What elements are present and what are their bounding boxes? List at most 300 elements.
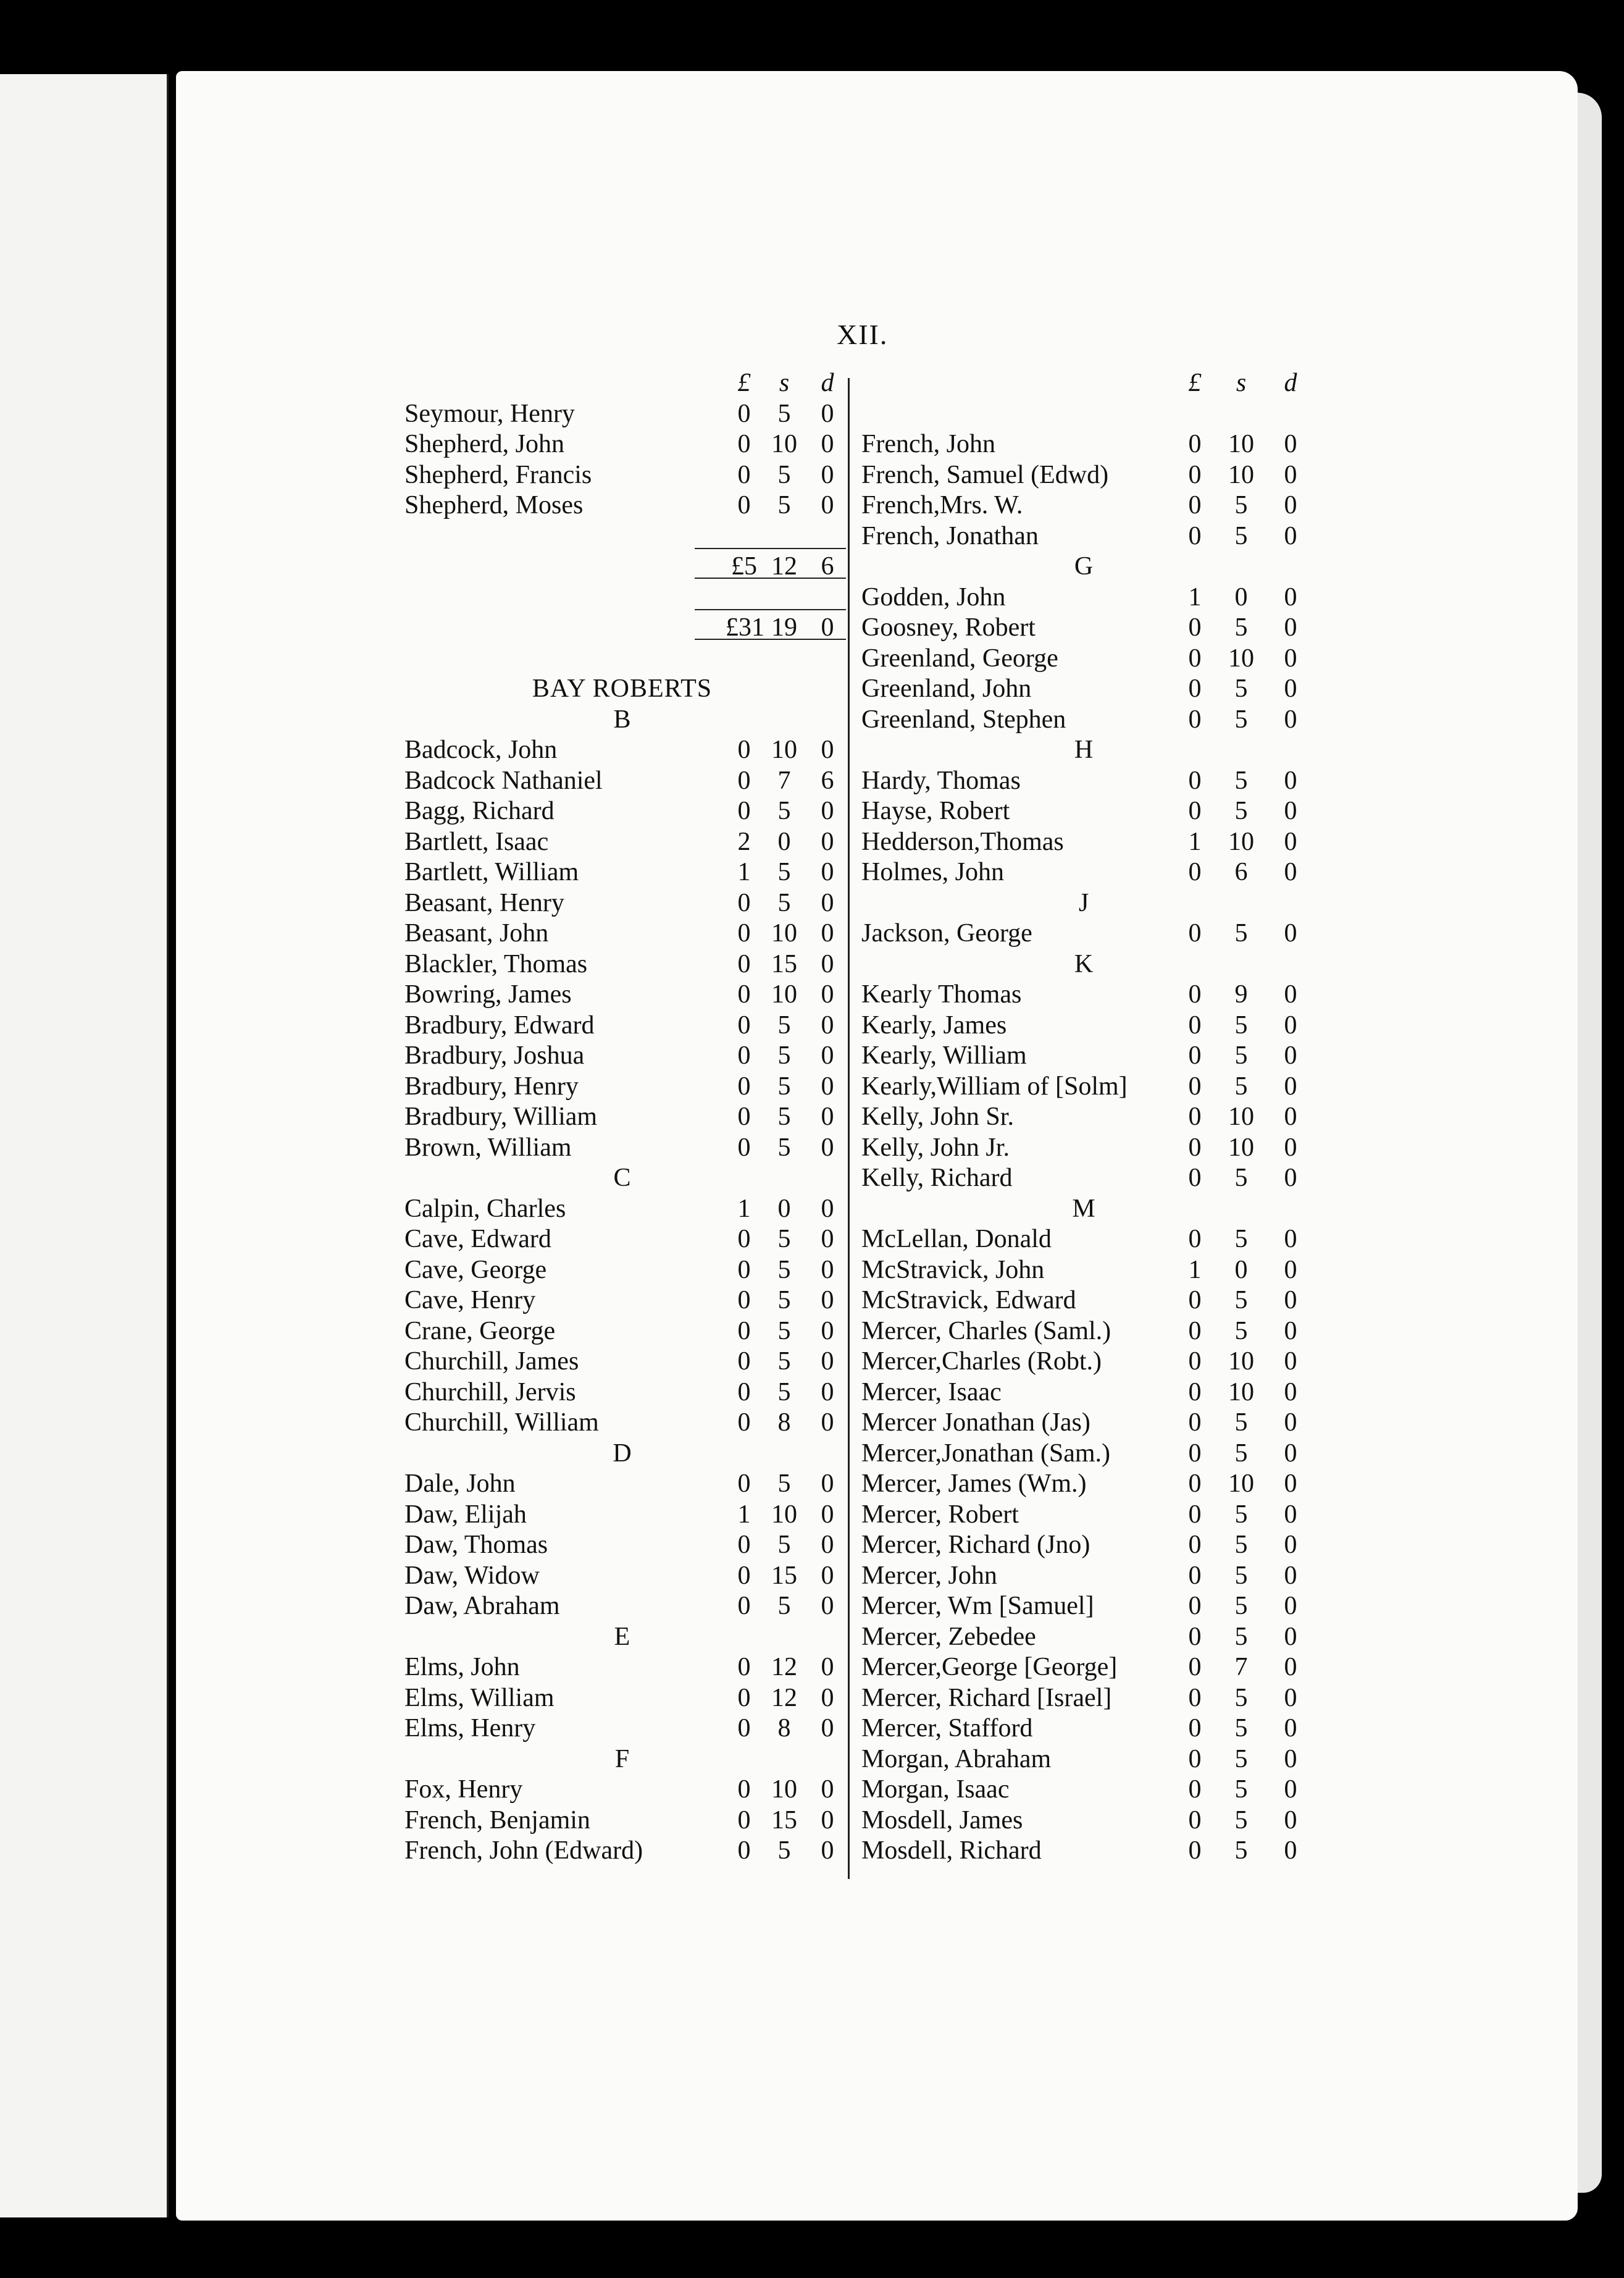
- subscriber-row: [861, 1557, 1306, 1588]
- shillings-value: 5: [1234, 1072, 1248, 1101]
- subscriber-row: [861, 1832, 1306, 1863]
- shillings-value: 5: [1234, 1316, 1248, 1345]
- pounds-value: 0: [1188, 1714, 1202, 1742]
- pounds-value: 0: [737, 1805, 751, 1835]
- shillings-value: 5: [777, 1347, 791, 1376]
- subscriber-row: [404, 792, 840, 823]
- shillings-value: 19: [771, 613, 797, 642]
- pounds-header: £: [737, 369, 751, 397]
- subscriber-row: [404, 456, 840, 487]
- pence-value: 0: [1284, 1439, 1297, 1468]
- alphabet-heading: [861, 548, 1306, 579]
- pence-value: 0: [1284, 1103, 1297, 1131]
- pounds-value: 0: [737, 797, 751, 825]
- subscriber-row: [861, 1404, 1306, 1435]
- subscriber-name: Mercer, Robert: [861, 1500, 1019, 1529]
- shillings-value: 5: [777, 888, 791, 917]
- subscriber-row: [861, 456, 1306, 487]
- currency-header: [861, 364, 1306, 395]
- subscriber-name: Mercer,Jonathan (Sam.): [861, 1439, 1110, 1468]
- subscriber-row: [404, 1221, 840, 1251]
- pence-value: 0: [821, 1531, 834, 1559]
- pounds-value: 2: [737, 827, 751, 856]
- pence-value: 0: [1284, 705, 1297, 734]
- subscriber-name: Brown, William: [404, 1133, 572, 1162]
- pounds-value: 0: [737, 1408, 751, 1437]
- pence-header: d: [1284, 369, 1297, 397]
- shillings-value: 5: [1234, 766, 1248, 795]
- pence-value: 0: [821, 1011, 834, 1040]
- shillings-value: 10: [771, 1500, 797, 1529]
- shillings-value: 12: [771, 1683, 797, 1712]
- subscriber-name: Mercer, James (Wm.): [861, 1469, 1087, 1498]
- shillings-value: 5: [777, 1225, 791, 1253]
- subscriber-name: Mercer, Zebedee: [861, 1622, 1036, 1651]
- pounds-value: 0: [737, 1133, 751, 1162]
- pence-value: 0: [1284, 613, 1297, 642]
- subscriber-row: [861, 426, 1306, 456]
- pounds-value: 0: [737, 430, 751, 458]
- subscriber-row: [861, 1068, 1306, 1099]
- pounds-value: 0: [1188, 460, 1202, 489]
- subscriber-name: Bartlett, Isaac: [404, 827, 549, 856]
- subscriber-name: Morgan, Abraham: [861, 1744, 1052, 1773]
- subscriber-row: [404, 823, 840, 854]
- subscriber-name: Mercer, Isaac: [861, 1377, 1002, 1406]
- subscriber-row: [404, 395, 840, 426]
- subscriber-name: Bowring, James: [404, 980, 572, 1009]
- subscriber-name: Kearly, William: [861, 1041, 1027, 1070]
- subscriber-name: French,Mrs. W.: [861, 491, 1023, 519]
- subscriber-name: McStravick, John: [861, 1255, 1045, 1284]
- pounds-value: 0: [1188, 1531, 1202, 1559]
- pence-value: 0: [821, 1347, 834, 1376]
- subscriber-row: [861, 1802, 1306, 1833]
- pounds-value: 0: [737, 1775, 751, 1804]
- subscriber-name: Bradbury, Edward: [404, 1011, 595, 1040]
- subscriber-row: [861, 823, 1306, 854]
- pounds-value: 0: [1188, 858, 1202, 886]
- subscriber-name: Mercer, Richard [Israel]: [861, 1683, 1112, 1712]
- pence-value: 0: [1284, 827, 1297, 856]
- shillings-value: 10: [1228, 644, 1254, 673]
- subscriber-row: [861, 1343, 1306, 1374]
- subscriber-name: French, Benjamin: [404, 1805, 590, 1835]
- alphabet-heading: [404, 701, 840, 732]
- subscriber-row: [404, 731, 840, 762]
- pounds-value: 0: [1188, 1011, 1202, 1040]
- letter-label: D: [613, 1439, 632, 1468]
- subscriber-name: Jackson, George: [861, 919, 1032, 948]
- pence-value: 0: [1284, 1011, 1297, 1040]
- letter-label: J: [1078, 888, 1089, 917]
- shillings-value: 5: [1234, 1164, 1248, 1192]
- subscriber-name: Godden, John: [861, 582, 1006, 612]
- shillings-value: 8: [777, 1408, 791, 1437]
- pounds-value: 0: [1188, 430, 1202, 458]
- pounds-value: 0: [1188, 675, 1202, 703]
- shillings-value: 5: [777, 1836, 791, 1865]
- pence-value: 0: [1284, 1347, 1297, 1376]
- pounds-value: 1: [1188, 1255, 1202, 1284]
- shillings-value: 0: [777, 1194, 791, 1223]
- pence-value: 0: [821, 919, 834, 948]
- shillings-value: 5: [1234, 675, 1248, 703]
- subscriber-row: [404, 1802, 840, 1833]
- subscriber-row: [404, 426, 840, 456]
- pence-value: 0: [821, 399, 834, 428]
- subscriber-row: [404, 946, 840, 977]
- subscriber-row: [861, 915, 1306, 946]
- shillings-value: 5: [1234, 1561, 1248, 1590]
- shillings-value: 10: [771, 1775, 797, 1804]
- shillings-value: 15: [771, 1561, 797, 1590]
- subscriber-row: [861, 670, 1306, 701]
- subscriber-row: [404, 1771, 840, 1802]
- shillings-value: 5: [1234, 1500, 1248, 1529]
- pence-value: 0: [1284, 430, 1297, 458]
- pounds-value: 0: [737, 1072, 751, 1101]
- pounds-value: 0: [1188, 1041, 1202, 1070]
- shillings-value: 5: [1234, 1408, 1248, 1437]
- pence-value: 0: [821, 1561, 834, 1590]
- subscriber-name: Kelly, Richard: [861, 1164, 1013, 1192]
- pence-value: 0: [1284, 1805, 1297, 1835]
- pence-value: 0: [821, 1836, 834, 1865]
- subscriber-name: Kelly, John Sr.: [861, 1103, 1014, 1131]
- shillings-value: 5: [777, 1133, 791, 1162]
- pence-value: 0: [1284, 1072, 1297, 1101]
- pence-value: 0: [1284, 521, 1297, 550]
- subscriber-name: Kearly Thomas: [861, 980, 1022, 1009]
- subscriber-row: [404, 1343, 840, 1374]
- subscriber-row: [404, 1496, 840, 1527]
- pence-value: 0: [1284, 1041, 1297, 1070]
- subscriber-name: Churchill, William: [404, 1408, 599, 1437]
- shillings-value: 5: [1234, 1041, 1248, 1070]
- subscriber-row: [404, 1129, 840, 1160]
- pence-value: 0: [1284, 460, 1297, 489]
- subscriber-name: Kearly,William of [Solm]: [861, 1072, 1128, 1101]
- letter-label: F: [614, 1744, 630, 1773]
- pence-value: 0: [821, 1592, 834, 1620]
- pence-value: 6: [821, 766, 834, 795]
- shillings-value: 10: [771, 736, 797, 764]
- pence-value: 0: [1284, 766, 1297, 795]
- alphabet-heading: [861, 1190, 1306, 1221]
- pence-value: 0: [821, 1072, 834, 1101]
- subscriber-name: McLellan, Donald: [861, 1225, 1052, 1253]
- subscriber-row: [861, 1435, 1306, 1466]
- pounds-value: 0: [1188, 1286, 1202, 1314]
- pounds-value: 0: [737, 980, 751, 1009]
- shillings-value: 5: [777, 1041, 791, 1070]
- subscriber-name: Kearly, James: [861, 1011, 1007, 1040]
- pounds-value: 0: [1188, 1133, 1202, 1162]
- alphabet-heading: [404, 1618, 840, 1649]
- subscriber-row: [404, 1679, 840, 1710]
- pence-value: 0: [1284, 582, 1297, 612]
- subscriber-name: McStravick, Edward: [861, 1286, 1076, 1314]
- pounds-value: 0: [737, 1561, 751, 1590]
- pounds-value: 0: [737, 1286, 751, 1314]
- spacer: [861, 395, 1306, 426]
- pence-value: 0: [821, 1653, 834, 1681]
- pounds-value: 1: [737, 858, 751, 886]
- subscriber-name: Mosdell, James: [861, 1805, 1023, 1835]
- pounds-value: 0: [1188, 705, 1202, 734]
- subscriber-name: Daw, Abraham: [404, 1592, 560, 1620]
- pounds-value: 0: [1188, 919, 1202, 948]
- subscriber-row: [861, 1587, 1306, 1618]
- pence-value: 0: [1284, 858, 1297, 886]
- subscriber-name: French, Samuel (Edwd): [861, 460, 1109, 489]
- subscriber-name: Greenland, John: [861, 675, 1032, 703]
- subscriber-name: Daw, Elijah: [404, 1500, 527, 1529]
- pounds-value: 0: [737, 460, 751, 489]
- shillings-value: 5: [1234, 1836, 1248, 1865]
- section-heading: [404, 670, 840, 701]
- subscriber-row: [861, 762, 1306, 793]
- subscriber-row: [404, 1068, 840, 1099]
- shillings-value: 5: [777, 1286, 791, 1314]
- shillings-value: 5: [1234, 1775, 1248, 1804]
- subscriber-row: [861, 579, 1306, 610]
- subscriber-name: Bagg, Richard: [404, 797, 555, 825]
- section-title: BAY ROBERTS: [532, 675, 713, 703]
- subscriber-row: [861, 1771, 1306, 1802]
- subscriber-row: [404, 1190, 840, 1221]
- shillings-value: 0: [1234, 582, 1248, 612]
- pounds-value: 0: [1188, 766, 1202, 795]
- subscriber-name: Hayse, Robert: [861, 797, 1010, 825]
- pence-value: 0: [821, 980, 834, 1009]
- subscriber-name: Kelly, John Jr.: [861, 1133, 1010, 1162]
- subscriber-row: [861, 1526, 1306, 1557]
- subscriber-name: Shepherd, Francis: [404, 460, 592, 489]
- subscriber-name: Churchill, Jervis: [404, 1377, 576, 1406]
- pounds-value: 0: [737, 1011, 751, 1040]
- pence-value: 0: [1284, 1714, 1297, 1742]
- left-column: [404, 364, 840, 1863]
- subscriber-name: Holmes, John: [861, 858, 1004, 886]
- shillings-value: 5: [777, 1316, 791, 1345]
- shillings-value: 5: [1234, 1531, 1248, 1559]
- shillings-value: 10: [1228, 1377, 1254, 1406]
- pounds-value: 0: [737, 919, 751, 948]
- pence-value: 0: [821, 1316, 834, 1345]
- shillings-value: 5: [777, 1072, 791, 1101]
- pence-value: 0: [1284, 1133, 1297, 1162]
- total-row: [404, 609, 840, 640]
- pence-value: 6: [821, 552, 834, 581]
- pounds-value: 0: [737, 1836, 751, 1865]
- subscriber-name: Daw, Thomas: [404, 1531, 548, 1559]
- subscriber-row: [404, 1526, 840, 1557]
- pounds-value: 0: [1188, 1653, 1202, 1681]
- subscriber-name: Mercer, Richard (Jno): [861, 1531, 1090, 1559]
- pence-value: 0: [1284, 1531, 1297, 1559]
- pence-value: 0: [821, 460, 834, 489]
- subscriber-name: Bradbury, Henry: [404, 1072, 579, 1101]
- pounds-value: 0: [737, 949, 751, 978]
- pounds-value: 0: [1188, 1225, 1202, 1253]
- subscriber-row: [404, 762, 840, 793]
- subscriber-name: Cave, Edward: [404, 1225, 551, 1253]
- subscriber-row: [404, 1374, 840, 1405]
- shillings-value: 12: [771, 552, 797, 581]
- pounds-value: 1: [1188, 827, 1202, 856]
- subscriber-name: French, Jonathan: [861, 521, 1039, 550]
- pounds-value: 0: [1188, 1805, 1202, 1835]
- pounds-value: 1: [1188, 582, 1202, 612]
- subscriber-name: Mosdell, Richard: [861, 1836, 1042, 1865]
- pounds-value: 0: [737, 1469, 751, 1498]
- pounds-value: 0: [1188, 1622, 1202, 1651]
- subscriber-name: Greenland, George: [861, 644, 1058, 673]
- pence-value: 0: [1284, 1164, 1297, 1192]
- pence-value: 0: [1284, 797, 1297, 825]
- pounds-value: 0: [737, 888, 751, 917]
- pounds-value: 0: [737, 1714, 751, 1742]
- shillings-value: 5: [1234, 797, 1248, 825]
- pence-value: 0: [821, 1775, 834, 1804]
- shillings-value: 7: [777, 766, 791, 795]
- pounds-value: 0: [737, 1653, 751, 1681]
- shillings-value: 10: [1228, 1133, 1254, 1162]
- shillings-value: 5: [1234, 1744, 1248, 1773]
- right-column: [861, 364, 1306, 1863]
- shillings-value: 0: [777, 827, 791, 856]
- pence-value: 0: [821, 1408, 834, 1437]
- pounds-value: 0: [737, 766, 751, 795]
- subscriber-name: Dale, John: [404, 1469, 516, 1498]
- pence-value: 0: [821, 1469, 834, 1498]
- pounds-value: 0: [1188, 1439, 1202, 1468]
- spacer: [404, 579, 840, 610]
- shillings-value: 10: [1228, 1347, 1254, 1376]
- pence-value: 0: [821, 858, 834, 886]
- subscriber-name: Morgan, Isaac: [861, 1775, 1010, 1804]
- pence-value: 0: [821, 797, 834, 825]
- pounds-value: 0: [1188, 1377, 1202, 1406]
- subscriber-row: [861, 1649, 1306, 1679]
- pounds-value: 0: [737, 1592, 751, 1620]
- pounds-value: 0: [737, 1531, 751, 1559]
- pence-value: 0: [1284, 1316, 1297, 1345]
- subscriber-row: [404, 1649, 840, 1679]
- pounds-value: 0: [737, 1347, 751, 1376]
- shillings-value: 15: [771, 1805, 797, 1835]
- pounds-value: 1: [737, 1194, 751, 1223]
- subscriber-name: Fox, Henry: [404, 1775, 523, 1804]
- shillings-value: 5: [1234, 1439, 1248, 1468]
- shillings-value: 10: [1228, 430, 1254, 458]
- shillings-value: 5: [1234, 1592, 1248, 1620]
- pence-header: d: [821, 369, 834, 397]
- pence-value: 0: [821, 1255, 834, 1284]
- subscriber-row: [404, 1007, 840, 1038]
- shillings-value: 5: [777, 1469, 791, 1498]
- subscriber-name: Mercer,George [George]: [861, 1653, 1118, 1681]
- pounds-value: 0: [1188, 1103, 1202, 1131]
- pence-value: 0: [1284, 491, 1297, 519]
- column-divider: [848, 378, 850, 1879]
- shillings-value: 5: [1234, 1011, 1248, 1040]
- shillings-value: 5: [1234, 1714, 1248, 1742]
- pence-value: 0: [1284, 1255, 1297, 1284]
- pounds-value: 0: [1188, 1164, 1202, 1192]
- pounds-value: 0: [1188, 613, 1202, 642]
- letter-label: B: [613, 705, 631, 734]
- subscriber-row: [861, 1159, 1306, 1190]
- pounds-value: 0: [737, 1316, 751, 1345]
- shillings-value: 5: [777, 1255, 791, 1284]
- pounds-value: 0: [1188, 1592, 1202, 1620]
- letter-label: E: [614, 1622, 630, 1651]
- shillings-value: 7: [1234, 1653, 1248, 1681]
- pence-value: 0: [1284, 644, 1297, 673]
- pounds-value: 0: [1188, 1561, 1202, 1590]
- pence-value: 0: [821, 1500, 834, 1529]
- pounds-value: 0: [1188, 1316, 1202, 1345]
- pence-value: 0: [1284, 919, 1297, 948]
- pounds-value: 0: [1188, 1836, 1202, 1865]
- pence-value: 0: [1284, 1286, 1297, 1314]
- spacer: [404, 640, 840, 671]
- pounds-value: 0: [1188, 1072, 1202, 1101]
- subscriber-row: [404, 1251, 840, 1282]
- shillings-header: s: [1236, 369, 1247, 397]
- subscriber-row: [861, 1374, 1306, 1405]
- pounds-value: 0: [1188, 1500, 1202, 1529]
- subscriber-name: Bartlett, William: [404, 858, 579, 886]
- subscriber-row: [861, 1221, 1306, 1251]
- pence-value: 0: [821, 1041, 834, 1070]
- pence-value: 0: [1284, 1225, 1297, 1253]
- pence-value: 0: [821, 1194, 834, 1223]
- subscriber-name: Beasant, John: [404, 919, 549, 948]
- pounds-value: 0: [1188, 491, 1202, 519]
- shillings-value: 5: [777, 858, 791, 886]
- pounds-value: £5: [731, 552, 757, 581]
- shillings-value: 5: [1234, 1622, 1248, 1651]
- shillings-value: 12: [771, 1653, 797, 1681]
- shillings-value: 5: [777, 797, 791, 825]
- subscriber-name: Blackler, Thomas: [404, 949, 588, 978]
- subscriber-row: [404, 1465, 840, 1496]
- pounds-value: 0: [1188, 797, 1202, 825]
- pence-value: 0: [1284, 1592, 1297, 1620]
- subscriber-row: [861, 976, 1306, 1007]
- pence-value: 0: [821, 1286, 834, 1314]
- subscriber-row: [861, 1618, 1306, 1649]
- pounds-value: 0: [737, 1377, 751, 1406]
- pounds-value: 0: [1188, 1775, 1202, 1804]
- subscriber-name: Mercer, Stafford: [861, 1714, 1033, 1742]
- shillings-value: 5: [1234, 919, 1248, 948]
- shillings-value: 5: [1234, 491, 1248, 519]
- pounds-value: 0: [1188, 521, 1202, 550]
- pounds-value: 0: [1188, 980, 1202, 1009]
- subscriber-row: [861, 1496, 1306, 1527]
- subscriber-name: Bradbury, Joshua: [404, 1041, 585, 1070]
- shillings-value: 10: [1228, 827, 1254, 856]
- alphabet-heading: [861, 885, 1306, 915]
- letter-label: C: [613, 1164, 631, 1192]
- pence-value: 0: [1284, 1469, 1297, 1498]
- pence-value: 0: [1284, 1377, 1297, 1406]
